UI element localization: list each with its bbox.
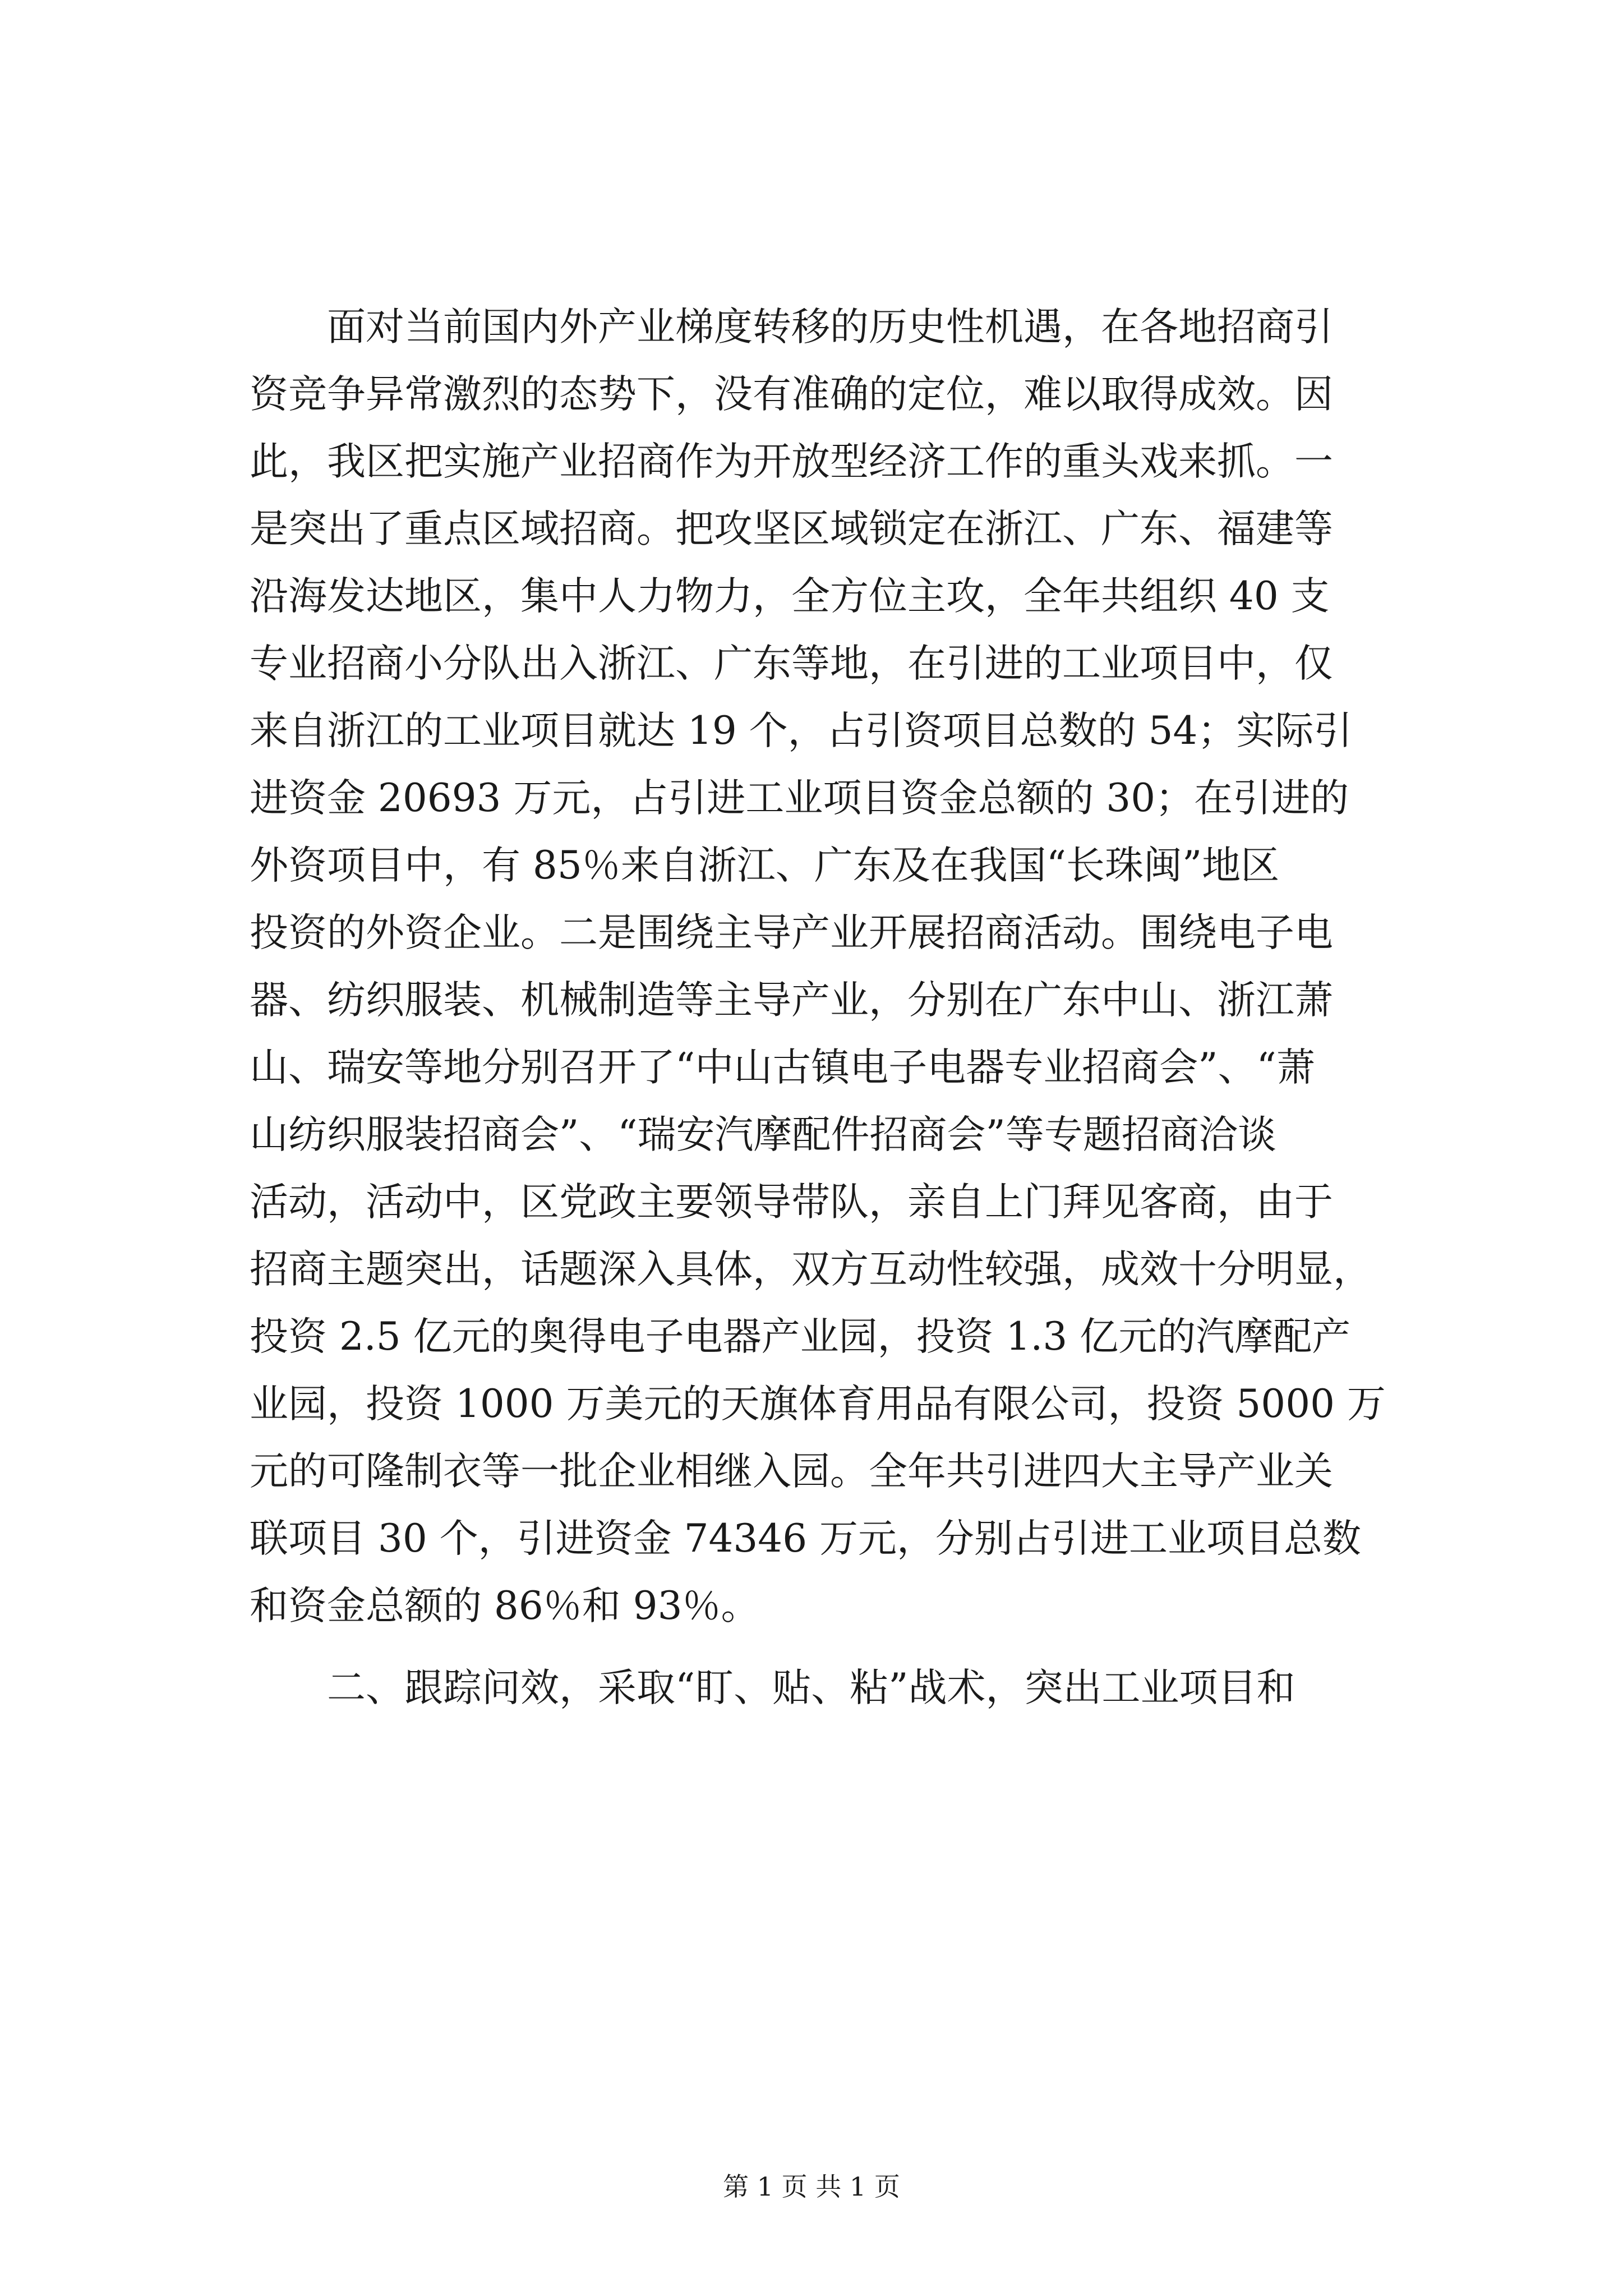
text-line: 是突出了重点区域招商。把攻坚区域锁定在浙江、广东、福建等 [250, 507, 1333, 551]
paragraph-1 [250, 293, 1416, 1640]
text-line: 联项目 30 个，引进资金 74346 万元，分别占引进工业项目总数 [250, 1516, 1362, 1561]
text-line: 和资金总额的 86％和 93％。 [250, 1584, 760, 1628]
text-line: 山、瑞安等地分别召开了“中山古镇电子电器专业招商会”、“萧 [250, 1045, 1315, 1090]
text-line: 沿海发达地区，集中人力物力，全方位主攻，全年共组织 40 支 [250, 574, 1330, 619]
paragraph-2 [250, 1654, 1416, 1722]
text-line: 此，我区把实施产业招商作为开放型经济工作的重头戏来抓。一 [250, 439, 1333, 484]
text-line: 投资的外资企业。二是围绕主导产业开展招商活动。围绕电子电 [250, 910, 1333, 955]
text-line: 面对当前国内外产业梯度转移的历史性机遇，在各地招商引 [250, 305, 1333, 349]
text-line: 器、纺织服装、机械制造等主导产业，分别在广东中山、浙江萧 [250, 978, 1333, 1023]
text-line: 外资项目中，有 85％来自浙江、广东及在我国“长珠闽”地区 [250, 843, 1280, 888]
text-line: 投资 2.5 亿元的奥得电子电器产业园，投资 1.3 亿元的汽摩配产 [250, 1314, 1351, 1359]
text-line: 二、跟踪问效，采取“盯、贴、粘”战术，突出工业项目和 [250, 1665, 1295, 1710]
text-line: 招商主题突出，话题深入具体，双方互动性较强，成效十分明显， [250, 1247, 1372, 1292]
text-line: 山纺织服装招商会”、“瑞安汽摩配件招商会”等专题招商洽谈 [250, 1112, 1276, 1157]
document-body [250, 293, 1416, 1722]
text-line: 进资金 20693 万元，占引进工业项目资金总额的 30；在引进的 [250, 776, 1349, 821]
text-line: 活动，活动中，区党政主要领导带队，亲自上门拜见客商，由于 [250, 1180, 1333, 1225]
text-line: 专业招商小分队出入浙江、广东等地，在引进的工业项目中，仅 [250, 641, 1333, 686]
page-number-footer: 第 1 页 共 1 页 [723, 2171, 900, 2202]
text-line: 来自浙江的工业项目就达 19 个，占引资项目总数的 54；实际引 [250, 708, 1353, 753]
text-line: 业园，投资 1000 万美元的天旗体育用品有限公司，投资 5000 万 [250, 1382, 1386, 1427]
text-line: 资竞争异常激烈的态势下，没有准确的定位，难以取得成效。因 [250, 372, 1333, 417]
paragraph-spacing [250, 1640, 1416, 1654]
text-line: 元的可隆制衣等一批企业相继入园。全年共引进四大主导产业关 [250, 1449, 1333, 1494]
